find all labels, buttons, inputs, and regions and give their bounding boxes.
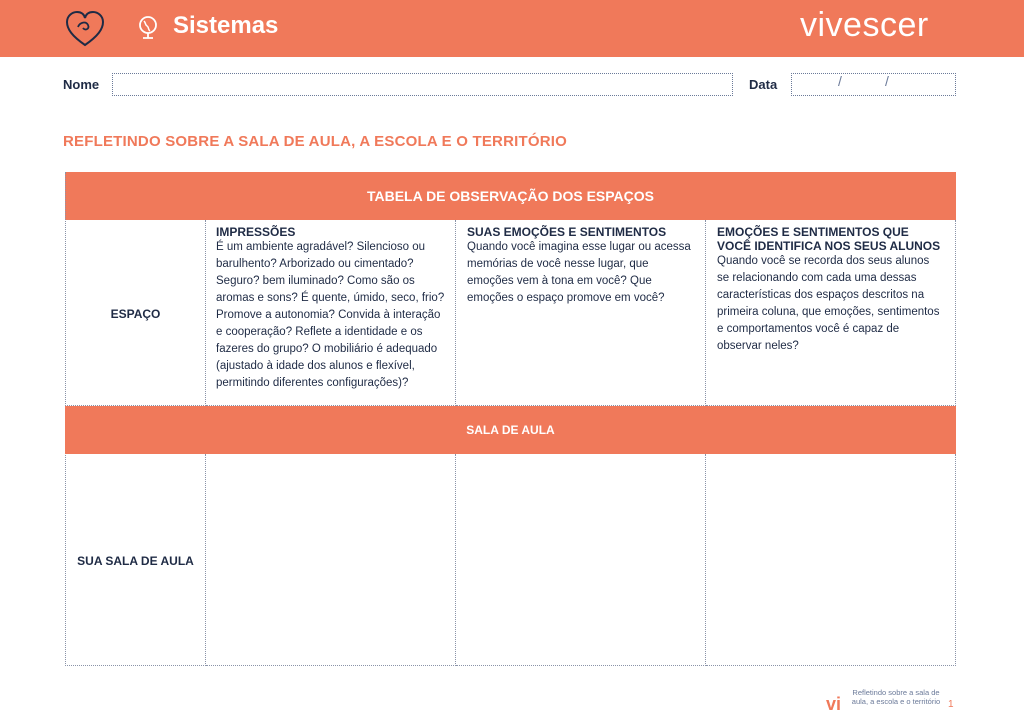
- column-title: SUAS EMOÇÕES E SENTIMENTOS: [467, 225, 667, 239]
- name-field[interactable]: [112, 73, 733, 96]
- heart-icon: [64, 9, 106, 49]
- section-title: Sistemas: [173, 12, 279, 39]
- table-cell: [706, 220, 956, 406]
- column-text: É um ambiente agradável? Silencioso ou barulhento? Arborizado ou cimentado? Seguro? bem iluminado? Como são os aromas e sons? É quente, úmido, seco, frio? Promove a autonomia? Convida à interação e cooperação? Reflete a identidade e os fazeres do grupo? O mobiliário é adequado (ajustado à idade dos alunos e flexível, permitindo diferentes configurações)?: [216, 241, 445, 389]
- observation-table: [65, 172, 956, 666]
- brand-logo: vivescer: [800, 6, 929, 44]
- page-heading: REFLETINDO SOBRE A SALA DE AULA, A ESCOLA E O TERRITÓRIO: [63, 133, 567, 150]
- answer-cell[interactable]: [706, 454, 956, 666]
- column-title: EMOÇÕES E SENTIMENTOS QUE VOCÊ IDENTIFICA NOS SEUS ALUNOS: [717, 225, 941, 253]
- column-title: IMPRESSÕES: [216, 225, 296, 239]
- answer-cell[interactable]: [456, 454, 706, 666]
- table-cell: [206, 220, 456, 406]
- column-text: Quando você se recorda dos seus alunos se relacionando com cada uma dessas características dos espaços descritos na primeira coluna, que emoções, sentimentos e comportamentos você é capaz de observar neles?: [717, 255, 940, 352]
- page-number: 1: [948, 699, 954, 710]
- table-title: TABELA DE OBSERVAÇÃO DOS ESPAÇOS: [65, 172, 956, 220]
- header-bar: [0, 0, 1024, 57]
- row-label-espaco: ESPAÇO: [110, 307, 161, 321]
- row-label-sala: SUA SALA DE AULA: [77, 554, 194, 568]
- answer-cell[interactable]: [206, 454, 456, 666]
- column-text: Quando você imagina esse lugar ou acessa memórias de você nesse lugar, que emoções vem à tona em você? Que emoções o espaço promove em você?: [467, 241, 691, 304]
- table-cell: [65, 220, 206, 406]
- date-separator: /: [838, 73, 842, 89]
- footer-logo: vi: [826, 694, 842, 714]
- date-field[interactable]: [791, 73, 956, 96]
- section-band: SALA DE AULA: [65, 406, 956, 454]
- date-label: Data: [749, 77, 778, 92]
- footer-caption: Refletindo sobre a sala de aula, a escola e o território: [851, 688, 941, 706]
- globe-icon: [136, 14, 160, 40]
- date-separator: /: [885, 73, 889, 89]
- name-label: Nome: [63, 77, 100, 92]
- table-cell: [456, 220, 706, 406]
- table-cell: [65, 454, 206, 666]
